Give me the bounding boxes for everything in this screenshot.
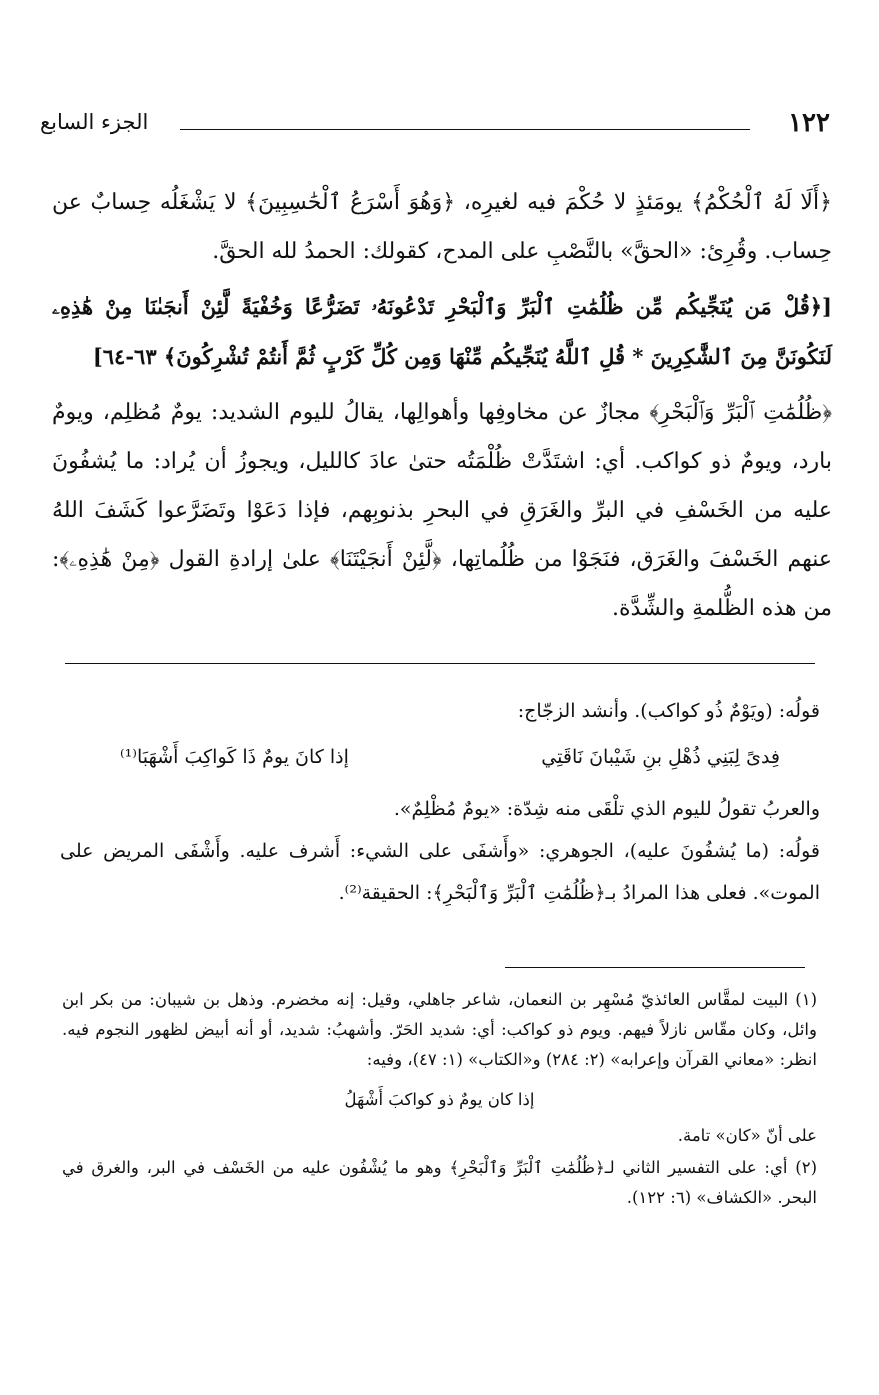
section-divider [65, 663, 815, 664]
footnote-1: (١) البيت لمقَّاس العائذيّ مُسْهِر بن النعمان، شاعر جاهلي، وقيل: إنه مخضرم. وذهل بن شيبان: من بكر ابن وائل، وكان مقّاس نازلاً فيهم. ويوم ذو كواكب: أي: شديد الحَرّ. وأشهبُ: شديد، أو أنه أبيض لظهور النجوم فيه. انظر: «معاني القرآن وإعرابه» (٢: ٢٨٤) و«الكتاب» (١: ٤٧)، وفيه: [62, 990, 817, 1069]
main-text [52, 178, 832, 633]
page-number: ١٢٢ [788, 108, 830, 138]
footnote-2: (٢) أي: على التفسير الثاني لـ﴿ظُلُمَٰتِ ٱلْبَرِّ وَٱلْبَحْرِ﴾ وهو ما يُشْفُون عليه من الخَسْف في البر، والغرق في البحر. «الكشاف» (٦: ١٢٢). [62, 1158, 817, 1207]
page-header [40, 108, 830, 148]
verse-second-hemistich: إذا كانَ يومٌ ذَا كَواكِبَ أَشْهَبَا⁽¹⁾ [120, 746, 349, 768]
volume-title: الجزء السابع [40, 110, 149, 134]
footnotes [62, 985, 817, 1213]
header-rule [180, 129, 750, 130]
footnote-1-verse: إذا كان يومٌ ذو كواكبَ أَشْهَلُ [344, 1090, 535, 1109]
commentary-paragraph-2: ﴿ظُلُمَٰتِ ٱلْبَرِّ وَٱلْبَحْرِ﴾ مجازٌ عن مخاوفِها وأهوالِها، يقالُ لليوم الشديد: يومٌ مُظلِم، ويومٌ بارد، ويومٌ ذو كواكب. أي: اشتَدَّتْ ظُلْمَتُه حتىٰ عادَ كالليل، ويجوزُ أن يُراد: ما يُشفُونَ عليه من الخَسْفِ في البرِّ والغَرَقِ في البحرِ بذنوبِهم، فإذا دَعَوْا وتَضَرَّعوا كَشَفَ اللهُ عنهم الخَسْفَ والغَرَق، فنَجَوْا من ظُلُماتِها، ﴿لَّئِنْ أَنجَيْتَنَا﴾ علىٰ إرادةِ القول ﴿مِنْ هَٰذِهِۦ﴾: من هذه الظُّلمةِ والشِّدَّة. [52, 400, 832, 621]
gloss-paragraph-1: قولُه: (ويَوْمٌ ذُو كواكب). وأنشد الزجّاج: [517, 700, 820, 722]
verse-first-hemistich: فِدىً لِبَنِي ذُهْلِ بنِ شَيْبانَ نَاقَتِي [541, 746, 780, 768]
footnote-1-tail: على أنّ «كان» تامة. [677, 1126, 817, 1145]
gloss-paragraph-2: والعربُ تقولُ لليوم الذي تلْقَى منه شِدّة: «يومٌ مُظْلِمٌ». [393, 798, 820, 820]
quran-verse-block: [﴿قُلْ مَن يُنَجِّيكُم مِّن ظُلُمَٰتِ ٱلْبَرِّ وَٱلْبَحْرِ تَدْعُونَهُۥ تَضَرُّعًا وَخُفْيَةً لَّئِنْ أَنجَىٰنَا مِنْ هَٰذِهِۦ لَنَكُونَنَّ مِنَ ٱلشَّٰكِرِينَ * قُلِ ٱللَّهُ يُنَجِّيكُم مِّنْهَا وَمِن كُلِّ كَرْبٍ ثُمَّ أَنتُمْ تُشْرِكُونَ﴾ ٦٣-٦٤] [52, 294, 832, 369]
gloss-paragraph-3: قولُه: (ما يُشفُونَ عليه)، الجوهري: «وأَشفَى على الشيء: أَشرف عليه. وأَشْفَى المريض على الموت». فعلى هذا المرادُ بـ﴿ظُلُمَٰتِ ٱلْبَرِّ وَٱلْبَحْرِ﴾: الحقيقة⁽²⁾. [60, 840, 820, 904]
poetry-verse [60, 736, 820, 778]
footnote-divider [505, 967, 805, 968]
gloss-section [60, 690, 820, 914]
commentary-paragraph-1: ﴿أَلَا لَهُ ٱلْحُكْمُ﴾ يومَئذٍ لا حُكْمَ فيه لغيرِه، ﴿وَهُوَ أَسْرَعُ ٱلْحَٰسِبِينَ﴾ لا يَشْغَلُه حِسابٌ عن حِساب. وقُرِئ: «الحقَّ» بالنَّصْبِ على المدح، كقولك: الحمدُ لله الحقَّ. [52, 190, 832, 264]
